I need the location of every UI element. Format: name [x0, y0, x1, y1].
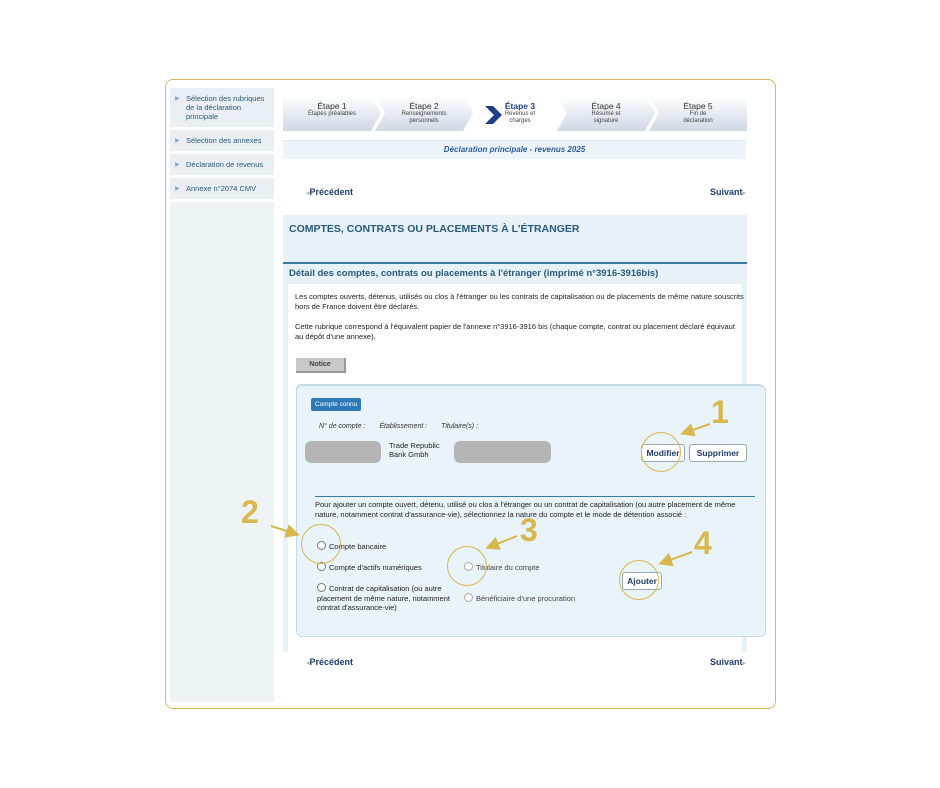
radio-label: Bénéficiaire d'une procuration: [476, 594, 575, 603]
account-number-label: N° de compte :: [319, 423, 366, 430]
radio-label: Compte bancaire: [329, 542, 387, 551]
section-heading: Détail des comptes, contrats ou placements à l'étranger (imprimé n°3916-3916bis): [289, 268, 659, 279]
step-subtitle: Résumé et signature: [591, 111, 621, 124]
radio-label: Compte d'actifs numériques: [329, 563, 422, 572]
step-subtitle: Renseignements personnels: [401, 111, 447, 124]
triangle-right-icon: ▶: [175, 96, 180, 102]
annotation-arrow-3: [489, 536, 517, 547]
annotation-number-2: 2: [241, 494, 259, 530]
sidebar-item-label: Sélection des rubriques de la déclaration principale: [186, 94, 265, 121]
bank-name-line: Trade Republic: [389, 441, 440, 450]
previous-label: Précédent: [309, 657, 354, 667]
step-title: Étape 4: [591, 101, 621, 111]
next-label: Suivant: [709, 187, 743, 197]
step-subtitle: Étapes préalables: [307, 111, 357, 117]
annotation-number-4: 4: [694, 525, 712, 561]
annotation-arrow-2: [271, 526, 296, 534]
delete-button[interactable]: Supprimer: [689, 444, 747, 462]
establishment-label: Établissement :: [379, 423, 428, 430]
radio-label: Contrat de capitalisation (ou autre placement de même nature, notamment contrat d'assurance-vie): [317, 584, 450, 612]
section-title: COMPTES, CONTRATS OU PLACEMENTS À L'ÉTRANGER: [289, 223, 580, 235]
holder-label: Titulaire(s) :: [441, 423, 479, 430]
step-title: Étape 5: [683, 101, 713, 111]
known-account-badge: Compte connu: [311, 398, 361, 411]
arrow-right-icon: ▸: [742, 660, 746, 667]
declaration-subtitle: Déclaration principale - revenus 2025: [283, 140, 746, 159]
step-title: Étape 2: [409, 101, 439, 111]
modify-button[interactable]: Modifier: [641, 444, 685, 462]
arrow-left-icon: ◂: [306, 190, 310, 197]
step-subtitle: Fin de déclaration: [683, 111, 713, 124]
annotation-number-1: 1: [711, 394, 729, 430]
notice-button[interactable]: Notice: [296, 358, 346, 373]
sidebar-item-label: Déclaration de revenus: [186, 160, 264, 169]
annotation-arrow-4: [662, 552, 692, 563]
step-subtitle: Revenus et charges: [504, 111, 536, 124]
equivalence-paragraph: Cette rubrique correspond à l'équivalent papier de l'annexe n°3916-3916 bis (chaque compte, contrat ou placement déclaré équivaut au dépôt d'une annexe).: [295, 322, 735, 341]
add-instructions: Pour ajouter un compte ouvert, détenu, utilisé ou clos à l'étranger ou un contrat de capitalisation (ou autre placement de même nature, notamment contrat d'assurance-vie), sélectionnez la nature du compte et le mode de détention associé :: [315, 500, 736, 519]
bank-name-line: Bank Gmbh: [389, 450, 429, 459]
intro-paragraph: Les comptes ouverts, détenus, utilisés ou clos à l'étranger ou les contrats de capitalisation ou de placements de même nature souscrits hors de France doivent être déclarés.: [295, 292, 744, 311]
previous-label: Précédent: [309, 187, 354, 197]
arrow-right-icon: ▸: [742, 190, 746, 197]
step-title: Étape 3: [504, 101, 536, 111]
triangle-right-icon: ▶: [175, 138, 180, 144]
arrow-left-icon: ◂: [306, 660, 310, 667]
annotation-number-3: 3: [520, 512, 538, 548]
add-button[interactable]: Ajouter: [622, 572, 662, 590]
radio-label: Titulaire du compte: [476, 563, 540, 572]
annotation-arrow-1: [684, 424, 710, 433]
step-title: Étape 1: [317, 101, 347, 111]
triangle-right-icon: ▶: [175, 162, 180, 168]
sidebar-item-label: Sélection des annexes: [186, 136, 262, 145]
next-label: Suivant: [709, 657, 743, 667]
sidebar-item-label: Annexe n°2074 CMV: [186, 184, 257, 193]
triangle-right-icon: ▶: [175, 186, 180, 192]
